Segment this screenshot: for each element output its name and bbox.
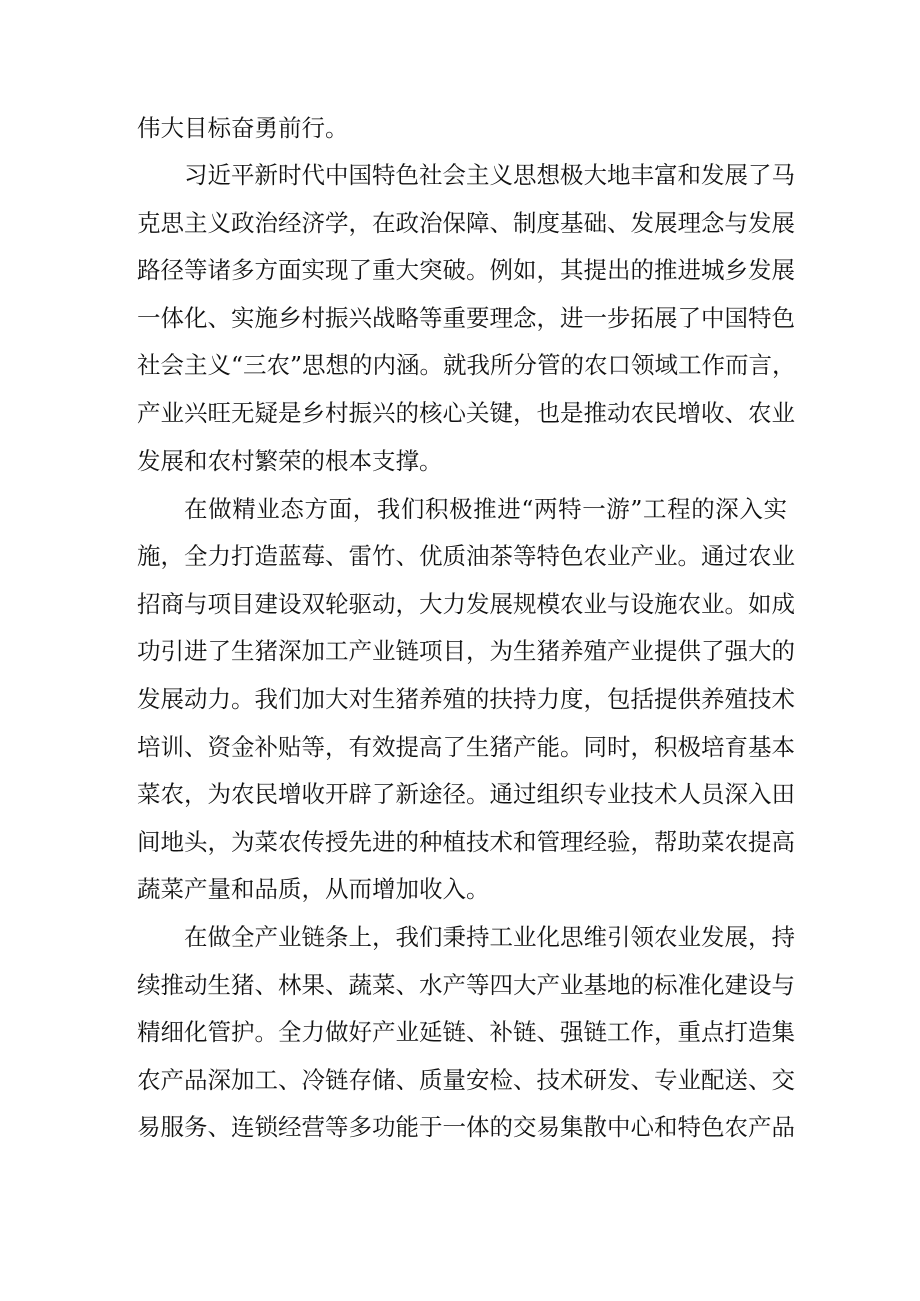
text-line: 精细化管护。全力做好产业延链、补链、强链工作，重点打造集 (137, 1018, 795, 1046)
text-line: 蔬菜产量和品质，从而增加收入。 (137, 875, 490, 903)
text-line: 一体化、实施乡村振兴战略等重要理念，进一步拓展了中国特色 (137, 304, 795, 332)
text-line: 社会主义“三农”思想的内涵。就我所分管的农口领域工作而言， (137, 351, 796, 379)
text-line: 农产品深加工、冷链存储、质量安检、技术研发、专业配送、交 (137, 1066, 795, 1094)
text-line: 路径等诸多方面实现了重大突破。例如，其提出的推进城乡发展 (137, 256, 795, 284)
text-line: 招商与项目建设双轮驱动，大力发展规模农业与设施农业。如成 (137, 590, 795, 618)
text-line: 功引进了生猪深加工产业链项目，为生猪养殖产业提供了强大的 (137, 637, 795, 665)
text-line: 间地头，为菜农传授先进的种植技术和管理经验，帮助菜农提高 (137, 828, 795, 856)
text-line: 在做全产业链条上，我们秉持工业化思维引领农业发展，持 (184, 923, 795, 951)
text-line: 发展动力。我们加大对生猪养殖的扶持力度，包括提供养殖技术 (137, 685, 795, 713)
text-line: 发展和农村繁荣的根本支撑。 (137, 447, 443, 475)
text-line: 习近平新时代中国特色社会主义思想极大地丰富和发展了马 (184, 161, 795, 189)
text-line: 续推动生猪、林果、蔬菜、水产等四大产业基地的标准化建设与 (137, 971, 795, 999)
text-line: 产业兴旺无疑是乡村振兴的核心关键，也是推动农民增收、农业 (137, 399, 795, 427)
text-line: 易服务、连锁经营等多功能于一体的交易集散中心和特色农产品 (137, 1113, 795, 1141)
text-line: 在做精业态方面，我们积极推进“两特一游”工程的深入实 (184, 495, 787, 523)
text-line: 伟大目标奋勇前行。 (137, 114, 349, 142)
text-line: 菜农，为农民增收开辟了新途径。通过组织专业技术人员深入田 (137, 780, 795, 808)
text-line: 克思主义政治经济学，在政治保障、制度基础、发展理念与发展 (137, 209, 795, 237)
text-line: 施，全力打造蓝莓、雷竹、优质油茶等特色农业产业。通过农业 (137, 542, 795, 570)
text-line: 培训、资金补贴等，有效提高了生猪产能。同时，积极培育基本 (137, 733, 795, 761)
